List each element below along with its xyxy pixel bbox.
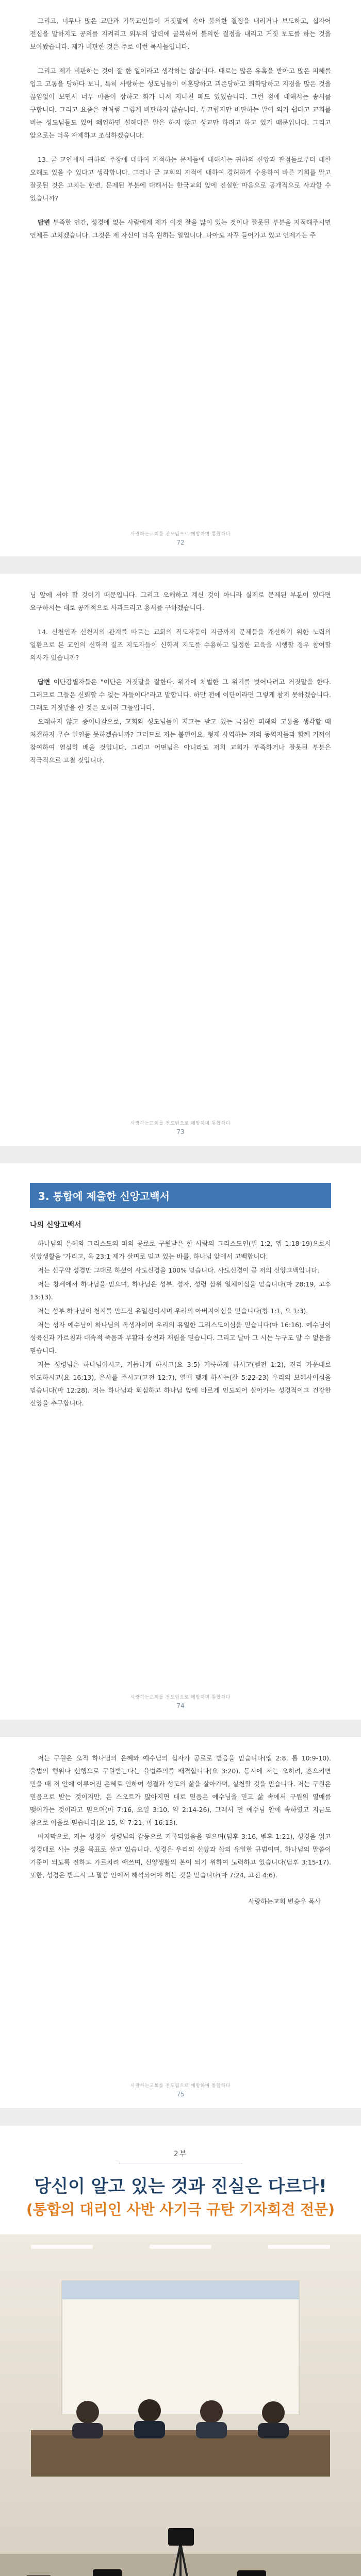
answer-text: 부족한 인간, 성경에 없는 사람에게 제가 이것 잘을 많이 있는 것이나 잘못된 부분을 지적해주시면 언제든 고치겠습니다. 그것은 제 자신이 더욱 원하는 일입니다. 나아도 자꾸 들어가고 있고 언제가는 주 [30,218,331,239]
question-14: 14. 신천인과 신천지의 관계를 따르는 교회의 직도자들이 지금까지 문제들을 개선하기 위한 노력의 일환으로 본 교인의 신학적 질조 지도자들이 신학적 지도를 수용하고 일정한 교육을 시행할 경우 참여할 의사가 있습니까? [30,628,331,662]
paragraph: 저는 성부 하나님이 천지를 만드신 유일신이시며 우리의 아버지이심을 믿습니다(창 1:1, 요 1:3). [38,1307,308,1315]
page-72 [0,0,361,556]
paragraph: 저는 성령님은 하나님이시고, 거듭나게 하시고(요 3:5) 거룩하게 하시고(벧전 1:2), 진리 가운데로 인도하시고(요 16:13), 은사를 주시고(고전 12:7), 열매 맺게 하시는(갈 5:22-23) 우리의 보혜사이심을 믿습니다(마 12:28). 저는 하나님과 회심하고 하나님 앞에 바르게 인도되어 살아가는 성경적이고 건강한 신앙을 추구합니다. [30,1361,331,1407]
page-73 [0,574,361,1146]
footer-book-title: 사랑하는교회를 전도림으로 예방하며 통합하다 [130,2083,231,2089]
paragraph: 님 앞에 서야 할 것이기 때문입니다. 그리고 오해하고 계신 것이 아니라 실제로 문제된 부분이 있다면 요구하시는 대로 공개적으로 사과드리고 용서를 구하겠습니다. [30,591,331,612]
paragraph: 오래하지 않고 증어나감으로, 교회와 성도님들이 지고는 받고 있는 극심한 피해와 고통을 생각할 때 처절하지 무슨 일인들 못하겠습니까? 그러므로 저는 불편이요, 형제 사역하는 저의 동역자들과 함께 기꺼이 참여하여 열심히 배울 것입니다. 그리고 어떤님은 아니라도 저희 교회가 부족하거나 잘못된 부분은 적극적으로 고칠 것입니다. [30,718,331,764]
paragraph: 저는 창세에서 하나님을 믿으며, 하나님은 성부, 성자, 성령 삼위 일체이심을 믿습니다(마 28:19, 고후 13:13). [30,1280,331,1301]
answer-text: 이단감별자들은 "이단은 거짓말을 잘한다. 워가에 처벌한 그 위기를 벗어나려고 거짓말을 한다. 그러므로 그들은 신뢰할 수 없는 자들이다"라고 말합니다. 하만 전에 이단이라면 그렇게 참지 못하겠습니다. 그래도 거짓말을 한 것은 오히려 그들입니다. [30,678,331,711]
chapter-title: 3. 통합에 제출한 신앙고백서 [30,1183,331,1208]
part-divider [0,2126,361,2576]
photo-illustration [0,2234,361,2576]
page-number: 75 [176,2091,185,2098]
page-gap [0,556,361,574]
paragraph: 저는 구원은 오직 하나님의 은혜와 예수님의 십자가 공로로 받음을 믿습니다(엡 2:8, 롬 10:9-10). 율법의 행위나 선행으로 구원받는다는 율법주의를 배격합니다(요 3:20). 동시에 저는 오히려, 혼으키면 믿을 때 저 안에 이루어진 은혜로 인하여 성결과 성도의 삶을 살아가며, 실천할 것을 믿습니다. 저는 구원은 믿음으로 받는 것이지만, 은 스오트가 많아지면 대로 믿음은 예수님을 믿고 삶 속에서 구원의 열매를 맺어가는 것이라고 믿으며(마 7:16, 요일 3:10, 약 2:14-26), 그래서 먼 예수님 안에 속하였고 지금도 참으로 아울로 믿습니다(요 15, 약 7:21, 마 16:13). [30,1754,331,1826]
paragraph: 그리고 제가 비판하는 것이 잘 한 일이라고 생각하는 않습니다. 때로는 많은 유혹을 받아고 많은 피해를 입고 고통을 당하다 보니, 특히 사랑하는 성도님들이 이혼당하고 괴존당하고 퇴학당하고 지경을 많은 것을 끊임없이 보면서 너무 마음이 상하고 화가 나서 지나친 패도 있었습니다. 그런 점에 대해서는 송서를 구합니다. 그리고 요즘은 전처럼 그렇게 비판하지 않습니다. 부끄럽지만 비판하는 말이 외기 쉽다고 교회를 버는 성도님들도 있어 왜인하면 설혜다른 말은 하지 않고 성교만 하려고 하고 있기 때문입니다. 그리고 앞으로는 더욱 자제하고 조심하겠습니다. [30,67,331,139]
paragraph: 마지막으로, 저는 성경이 성령님의 감동으로 기록되었음을 믿으며(딤후 3:16, 벧후 1:21), 성경을 읽고 성경대로 사는 것을 목표로 살고 있습니다. 성경은 우리의 신앙과 삶의 유일한 규범이며, 하나님의 말씀이 기준이 되도록 전하고 가르치려 애쓰며, 신앙생활의 본이 되기 위하여 노력하고 있습니다(딤후 3:15-17). 또한, 성경은 반드시 그 말씀 안에서 해석되어야 하는 것을 믿습니다(마 7:24, 고전 4:6). [30,1833,331,1879]
footer-book-title: 사랑하는교회를 전도림으로 예방하며 통합하다 [130,1695,231,1700]
page-number: 72 [176,539,185,546]
page-gap [0,1146,361,1163]
page-74 [0,1163,361,1720]
page-gap [0,1720,361,1737]
page-number: 73 [176,1128,185,1136]
part-subtitle: (통합의 대리인 사반 사기극 규탄 기자회견 전문) [26,2201,335,2218]
signature: 사랑하는교회 변승우 목사 [248,1897,321,1905]
page-footer [0,2082,361,2098]
answer-14 [30,675,331,714]
part-title: 당신이 알고 있는 것과 진실은 다르다! [34,2176,327,2197]
page-footer [0,1693,361,1709]
page-footer [0,1120,361,1136]
answer-13 [30,216,331,242]
question-13: 13. 굳 교인에서 귀하의 주장에 대하여 지적하는 문제들에 대해서는 귀하의 신앙과 관점들로부터 대한 오해도 있을 수 있다고 생각합니다. 그러나 굳 교회의 지적에 대하여 경허하게 수용하여 바른 기회를 말고 잘못된 것은 고치는 한편, 문제된 부분에 대해서는 한국교회 앞에 진실한 마음으로 공개적으로 사과할 수 있습니까? [30,156,331,202]
paragraph: 그리고, 너무나 많은 교단과 기독교인들이 거짓말에 속아 불의한 결정을 내리거나 보도하고, 십자어 전십을 말하지도 공의를 지켜리고 외부의 압력에 굴복하여 불의한 결정을 내리고 거짓 보도를 하는 것을 보아왔습니다. 제가 비판한 것은 주로 이런 목사들입니다. [30,17,331,50]
answer-label: 답변 [38,218,51,226]
footer-book-title: 사랑하는교회를 전도림으로 예방하며 통합하다 [130,532,231,537]
paragraph: 하나님의 은혜와 그리스도의 피의 공로로 구원받은 한 사람의 그리스도인(빌 1:2, 엡 1:18-19)으로서 신앙생활을 '가리고, 옥 23:1 제가 살며로 믿고 있는 바를, 하나님 앞에서 고백합니다. [30,1240,331,1260]
answer-label: 답변 [38,678,51,686]
page-number: 74 [176,1702,185,1709]
page-footer [0,530,361,546]
paragraph: 저는 신구약 성경만 그대로 하셨이 사도신경을 100% 믿습니다. 사도신경이 곧 저의 신앙고백입니다. [38,1266,320,1274]
section-title: 나의 신앙고백서 [30,1221,81,1229]
footer-book-title: 사랑하는교회를 전도림으로 예방하며 통합하다 [130,1121,231,1126]
paragraph: 저는 성자 예수님이 하나님의 독생자이며 우리의 유일한 그리스도이심을 믿습니다(마 16:16). 예수님이 성육신과 가르침과 대속적 죽음과 부활과 승천과 재림을 믿습니다. 그리고 날마 그 시는 누구도 알 수 없음을 믿습니다. [30,1321,331,1354]
page-75 [0,1737,361,2108]
page-gap [0,2108,361,2126]
part-label: 2부 [173,2150,188,2158]
press-conference-photo [0,2234,361,2576]
